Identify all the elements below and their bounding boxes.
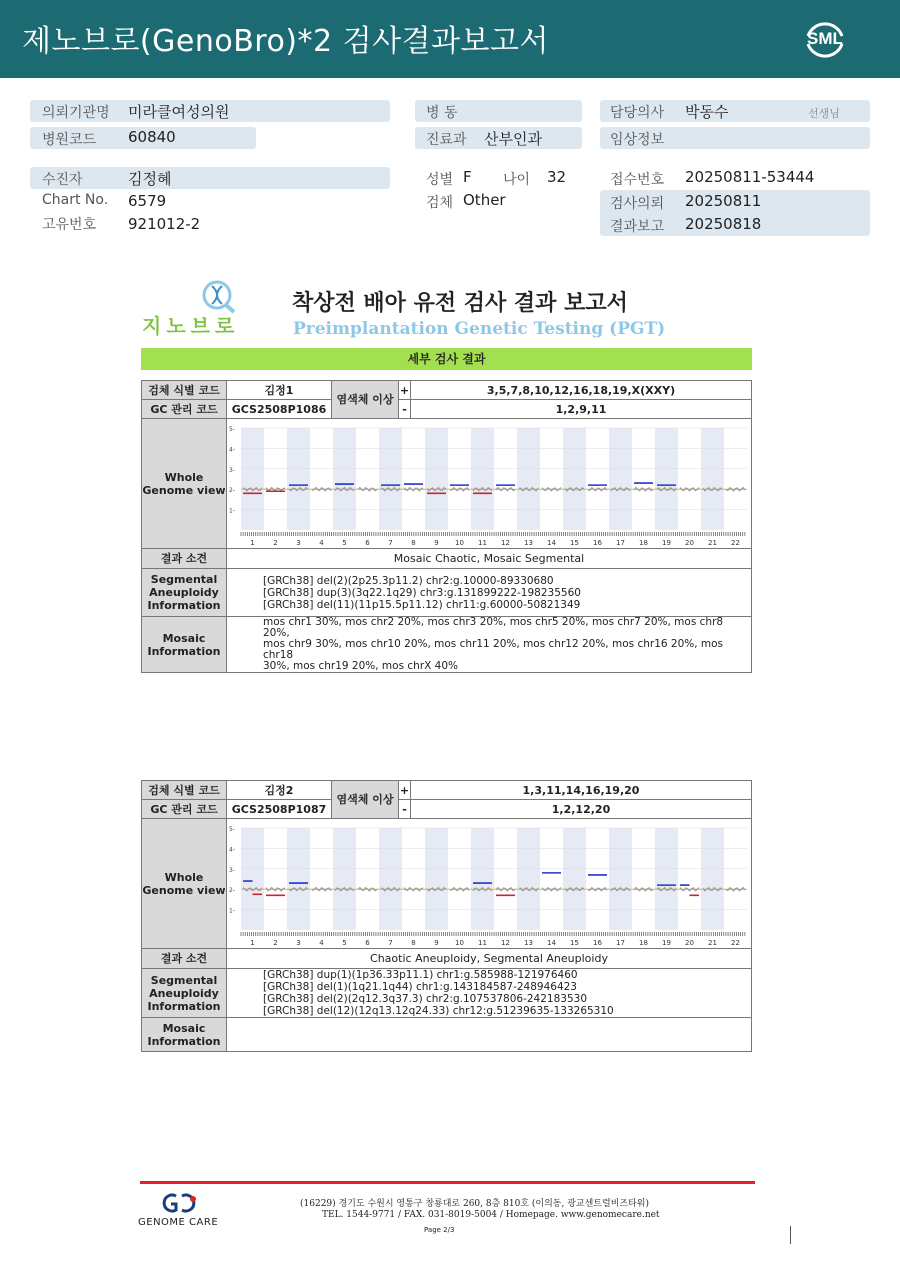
- chromosome-label: 10: [455, 938, 464, 947]
- whole-genome-plot: [227, 820, 751, 948]
- y-tick-label: 4-: [229, 445, 235, 453]
- department-label: 진료과: [426, 132, 467, 148]
- chromosome-label: 3: [296, 538, 301, 547]
- copy-number-trace: [496, 487, 515, 490]
- specimen-label: 검체: [426, 195, 454, 211]
- chromosome-band: [333, 428, 356, 530]
- result-opinion-value: Chaotic Aneuploidy, Segmental Aneuploidy: [227, 949, 752, 969]
- gain-chromosomes: 1,3,11,14,16,19,20: [411, 781, 752, 800]
- copy-number-trace: [496, 887, 515, 890]
- section-title-bar: 세부 검사 결과: [141, 348, 752, 370]
- chromosome-label: 15: [570, 938, 579, 947]
- whole-genome-view-header: Whole Genome view: [142, 419, 227, 549]
- page-title: 제노브로(GenoBro)*2 검사결과보고서: [22, 24, 549, 59]
- sample-result-table-1: [141, 380, 752, 673]
- receipt-no-label: 접수번호: [610, 172, 665, 188]
- info-row-bg: [30, 167, 390, 189]
- chromosome-label: 13: [524, 938, 533, 947]
- y-tick-label: 5-: [229, 425, 235, 433]
- gc-code-header: GC 관리 코드: [142, 800, 227, 819]
- result-report-label: 결과보고: [610, 219, 665, 235]
- segmental-info-header: Segmental Aneuploidy Information: [142, 969, 227, 1018]
- test-request-label: 검사의뢰: [610, 196, 665, 212]
- chart-no-label: Chart No.: [42, 192, 109, 208]
- result-opinion-header: 결과 소견: [142, 949, 227, 969]
- copy-number-trace: [726, 887, 745, 890]
- chromosome-label: 22: [731, 538, 740, 547]
- report-title-korean: 착상전 배아 유전 검사 결과 보고서: [292, 291, 628, 316]
- clinical-info-label: 임상정보: [610, 132, 665, 148]
- segmental-info-cell: [227, 569, 752, 617]
- chromosome-band: [655, 428, 678, 530]
- hospital-code-value: 60840: [128, 128, 176, 146]
- chromosome-band: [609, 828, 632, 930]
- chromosome-label: 10: [455, 538, 464, 547]
- chromosome-label: 9: [434, 938, 439, 947]
- gc-code-value: GCS2508P1087: [227, 800, 332, 819]
- chromosome-label: 19: [662, 938, 671, 947]
- chromosome-band: [517, 428, 540, 530]
- chromosome-band: [379, 828, 402, 930]
- sex-value: F: [463, 168, 472, 186]
- patient-name-label: 수진자: [42, 172, 83, 188]
- requesting-org-value: 미라클여성의원: [128, 103, 230, 121]
- mosaic-line: 30%, mos chr19 20%, mos chrX 40%: [263, 660, 459, 672]
- chromosome-label: 5: [342, 538, 347, 547]
- chromosome-label: 13: [524, 538, 533, 547]
- chromosome-label: 1: [250, 938, 255, 947]
- sample-code-header: 검체 식별 코드: [142, 381, 227, 400]
- chromosome-label: 20: [685, 938, 694, 947]
- segmental-line: [GRCh38] del(2)(2q12.3q37.3) chr2:g.107537806-242183530: [263, 993, 588, 1005]
- loss-chromosomes: 1,2,12,20: [411, 800, 752, 819]
- sex-label: 성별: [426, 172, 454, 188]
- chromosome-label: 12: [501, 538, 510, 547]
- chromosome-label: 15: [570, 538, 579, 547]
- segmental-line: [GRCh38] dup(3)(3q22.1q29) chr3:g.131899222-198235560: [263, 586, 581, 599]
- chromosome-label: 5: [342, 938, 347, 947]
- report-title-english: Preimplantation Genetic Testing (PGT): [293, 319, 666, 339]
- chromosome-label: 18: [639, 938, 648, 947]
- y-tick-label: 3-: [229, 466, 235, 474]
- gc-code-header: GC 관리 코드: [142, 400, 227, 419]
- chromosome-label: 6: [365, 538, 370, 547]
- doctor-suffix: 선생님: [808, 107, 840, 120]
- result-opinion-header: 결과 소견: [142, 549, 227, 569]
- chromosome-band: [563, 428, 586, 530]
- chromosome-band: [701, 828, 724, 930]
- y-tick-label: 4-: [229, 845, 235, 853]
- page-number: Page 2/3: [424, 1226, 455, 1234]
- copy-number-trace: [726, 487, 745, 490]
- chromosome-label: 14: [547, 938, 556, 947]
- gc-code-value: GCS2508P1086: [227, 400, 332, 419]
- sml-logo-text: SML: [807, 29, 843, 48]
- copy-number-trace: [358, 887, 377, 890]
- y-tick-label: 1-: [229, 507, 235, 515]
- footer-contact: TEL. 1544-9771 / FAX. 031-8019-5004 / Homepage. www.genomecare.net: [322, 1210, 660, 1220]
- mosaic-info-header: Mosaic Information: [142, 1018, 227, 1052]
- chromosome-label: 11: [478, 538, 487, 547]
- chromosome-label: 21: [708, 538, 717, 547]
- ward-label: 병 동: [426, 105, 458, 121]
- receipt-no-value: 20250811-53444: [685, 168, 815, 186]
- chromosome-band: [333, 828, 356, 930]
- hospital-code-label: 병원코드: [42, 132, 97, 148]
- segmental-info-header: Segmental Aneuploidy Information: [142, 569, 227, 617]
- chromosome-label: 14: [547, 538, 556, 547]
- copy-number-trace: [358, 487, 377, 490]
- sml-logo: [800, 14, 850, 64]
- result-opinion-value: Mosaic Chaotic, Mosaic Segmental: [227, 549, 752, 569]
- chromosome-label: 20: [685, 538, 694, 547]
- copy-number-trace: [634, 887, 653, 890]
- whole-genome-plot: [227, 420, 751, 548]
- chromosome-label: 7: [388, 538, 393, 547]
- mosaic-line: mos chr1 30%, mos chr2 20%, mos chr3 20%, mos chr5 20%, mos chr7 20%, mos chr8 20%,: [263, 616, 724, 639]
- gain-chromosomes: 3,5,7,8,10,12,16,18,19,X(XXY): [411, 381, 752, 400]
- whole-genome-view-cell: [227, 819, 752, 949]
- requesting-org-label: 의뢰기관명: [42, 105, 110, 121]
- chromosome-band: [241, 428, 264, 530]
- segmental-line: [GRCh38] del(2)(2p25.3p11.2) chr2:g.10000-89330680: [263, 574, 554, 587]
- y-tick-label: 5-: [229, 825, 235, 833]
- chromosome-band: [471, 828, 494, 930]
- genome-care-text: GENOME CARE: [138, 1217, 219, 1228]
- loss-chromosomes: 1,2,9,11: [411, 400, 752, 419]
- chromosome-label: 6: [365, 938, 370, 947]
- whole-genome-view-header: Whole Genome view: [142, 819, 227, 949]
- chromosome-band: [517, 828, 540, 930]
- mosaic-info-cell: [227, 1018, 752, 1052]
- chromosome-abnormal-header: 염색체 이상: [332, 381, 399, 419]
- chromosome-label: 17: [616, 938, 625, 947]
- age-label: 나이: [503, 172, 531, 188]
- y-tick-label: 1-: [229, 907, 235, 915]
- loss-sign: -: [399, 800, 411, 819]
- age-value: 32: [547, 168, 567, 186]
- chromosome-band: [609, 428, 632, 530]
- chromosome-band: [287, 828, 310, 930]
- chromosome-label: 11: [478, 938, 487, 947]
- chromosome-label: 8: [411, 938, 416, 947]
- chromosome-band: [471, 428, 494, 530]
- segmental-line: [GRCh38] del(1)(1q21.1q44) chr1:g.143184587-248946423: [263, 981, 577, 993]
- unique-no-value: 921012-2: [128, 215, 201, 233]
- chromosome-band: [655, 828, 678, 930]
- chromosome-label: 16: [593, 538, 602, 547]
- chromosome-label: 3: [296, 938, 301, 947]
- sample-code-value: 김정1: [227, 381, 332, 400]
- chromosome-band: [425, 828, 448, 930]
- chromosome-label: 4: [319, 538, 324, 547]
- segmental-line: [GRCh38] del(11)(11p15.5p11.12) chr11:g.60000-50821349: [263, 598, 581, 611]
- sample-result-table-2: [141, 780, 752, 1052]
- gain-sign: +: [399, 781, 411, 800]
- chromosome-band: [701, 428, 724, 530]
- chromosome-label: 2: [273, 538, 278, 547]
- footer-mark: [790, 1226, 791, 1244]
- y-tick-label: 2-: [229, 886, 235, 894]
- chromosome-label: 9: [434, 538, 439, 547]
- chromosome-label: 8: [411, 538, 416, 547]
- y-tick-label: 3-: [229, 866, 235, 874]
- chromosome-band: [379, 428, 402, 530]
- test-request-value: 20250811: [685, 192, 762, 210]
- chromosome-label: 17: [616, 538, 625, 547]
- gain-sign: +: [399, 381, 411, 400]
- chromosome-label: 1: [250, 538, 255, 547]
- footer-address: (16229) 경기도 수원시 영통구 창룡대로 260, 8층 810호 (이의동, 광교센트럴비즈타워): [300, 1199, 649, 1209]
- department-value: 산부인과: [484, 130, 542, 148]
- chromosome-label: 12: [501, 938, 510, 947]
- mosaic-line: mos chr9 30%, mos chr10 20%, mos chr11 20%, mos chr12 20%, mos chr16 20%, mos chr18: [263, 638, 724, 661]
- segmental-info-cell: [227, 969, 752, 1018]
- chromosome-label: 7: [388, 938, 393, 947]
- result-report-value: 20250818: [685, 215, 762, 233]
- doctor-value: 박동수: [685, 103, 729, 121]
- mosaic-info-cell: [227, 617, 752, 673]
- genome-care-logo-icon: [138, 1190, 233, 1218]
- genobro-logo: [142, 278, 252, 338]
- specimen-value: Other: [463, 191, 506, 209]
- sample-code-value: 김정2: [227, 781, 332, 800]
- chromosome-abnormal-header: 염색체 이상: [332, 781, 399, 819]
- chromosome-label: 2: [273, 938, 278, 947]
- mosaic-info-header: Mosaic Information: [142, 617, 227, 673]
- segmental-line: [GRCh38] del(12)(12q13.12q24.33) chr12:g.51239635-133265310: [263, 1005, 614, 1017]
- whole-genome-view-cell: [227, 419, 752, 549]
- patient-name-value: 김정혜: [128, 170, 172, 188]
- chart-no-value: 6579: [128, 192, 167, 210]
- chromosome-label: 4: [319, 938, 324, 947]
- genobro-logo-text: 지노브로: [142, 314, 240, 338]
- unique-no-label: 고유번호: [42, 217, 97, 233]
- report-header: [0, 0, 900, 78]
- copy-number-trace: [634, 487, 653, 490]
- loss-sign: -: [399, 400, 411, 419]
- chromosome-band: [425, 428, 448, 530]
- chromosome-label: 18: [639, 538, 648, 547]
- chromosome-label: 22: [731, 938, 740, 947]
- y-tick-label: 2-: [229, 486, 235, 494]
- footer-divider: [140, 1181, 755, 1184]
- chromosome-label: 21: [708, 938, 717, 947]
- segmental-line: [GRCh38] dup(1)(1p36.33p11.1) chr1:g.585988-121976460: [263, 969, 578, 981]
- chromosome-band: [287, 428, 310, 530]
- chromosome-label: 16: [593, 938, 602, 947]
- chromosome-band: [563, 828, 586, 930]
- chromosome-band: [241, 828, 264, 930]
- doctor-label: 담당의사: [610, 105, 665, 121]
- sample-code-header: 검체 식별 코드: [142, 781, 227, 800]
- chromosome-label: 19: [662, 538, 671, 547]
